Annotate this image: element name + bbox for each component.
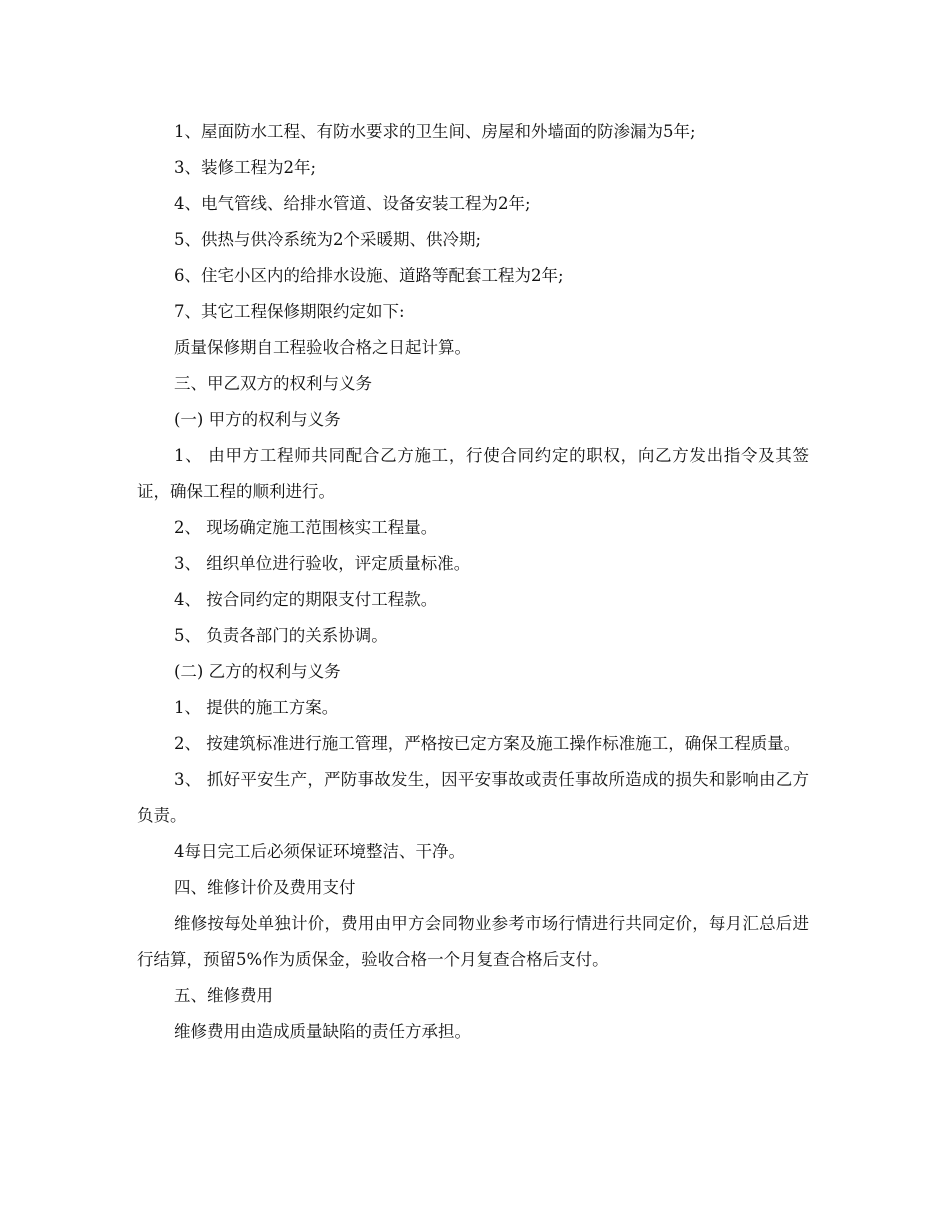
paragraph-pricing: 维修按每处单独计价，费用由甲方会同物业参考市场行情进行共同定价，每月汇总后进行结算，预留5%作为质保金，验收合格一个月复查合格后支付。	[137, 914, 809, 969]
paragraph-warranty-residential: 6、住宅小区内的给排水设施、道路等配套工程为2年;	[174, 266, 564, 285]
paragraph-party-b-3: 3、 抓好平安生产，严防事故发生，因平安事故或责任事故所造成的损失和影响由乙方负责。	[137, 770, 809, 825]
paragraph-party-a-1: 1、 由甲方工程师共同配合乙方施工，行使合同约定的职权，向乙方发出指令及其签证，确保工程的顺利进行。	[137, 446, 809, 501]
paragraph-party-a-3: 3、 组织单位进行验收，评定质量标准。	[174, 554, 471, 573]
paragraph-costs: 维修费用由造成质量缺陷的责任方承担。	[174, 1022, 471, 1041]
paragraph-party-b-2: 2、 按建筑标准进行施工管理，严格按已定方案及施工操作标准施工，确保工程质量。	[174, 734, 801, 753]
paragraph-warranty-start: 质量保修期自工程验收合格之日起计算。	[174, 338, 471, 357]
paragraph-warranty-electrical: 4、电气管线、给排水管道、设备安装工程为2年;	[174, 194, 531, 213]
paragraph-party-b-1: 1、 提供的施工方案。	[174, 698, 339, 717]
subheading-party-a: (一) 甲方的权利与义务	[174, 410, 341, 429]
paragraph-warranty-roof: 1、屋面防水工程、有防水要求的卫生间、房屋和外墙面的防渗漏为5年;	[174, 122, 696, 141]
section-heading-pricing: 四、维修计价及费用支付	[174, 878, 356, 897]
paragraph-warranty-other: 7、其它工程保修期限约定如下:	[174, 302, 405, 321]
document-body	[137, 114, 809, 1050]
subheading-party-b: (二) 乙方的权利与义务	[174, 662, 341, 681]
section-heading-rights: 三、甲乙双方的权利与义务	[174, 374, 372, 393]
paragraph-warranty-decoration: 3、装修工程为2年;	[174, 158, 317, 177]
section-heading-costs: 五、维修费用	[174, 986, 273, 1005]
paragraph-party-b-4: 4每日完工后必须保证环境整洁、干净。	[174, 842, 465, 861]
paragraph-party-a-2: 2、 现场确定施工范围核实工程量。	[174, 518, 438, 537]
paragraph-party-a-4: 4、 按合同约定的期限支付工程款。	[174, 590, 438, 609]
paragraph-warranty-heating: 5、供热与供冷系统为2个采暖期、供冷期;	[174, 230, 482, 249]
paragraph-party-a-5: 5、 负责各部门的关系协调。	[174, 626, 388, 645]
